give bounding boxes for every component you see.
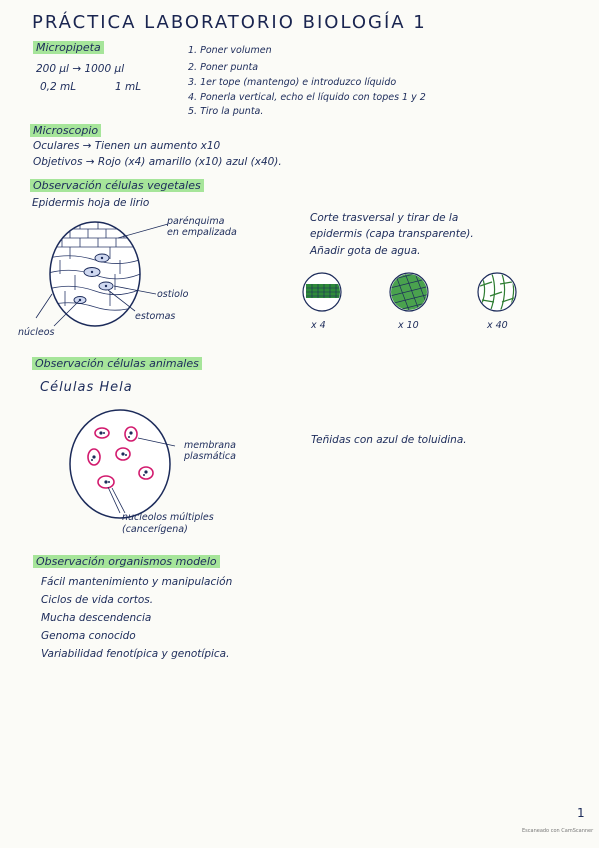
magnification-x10: x 10 — [398, 320, 419, 331]
page-title: PRÁCTICA LABORATORIO BIOLOGÍA 1 — [32, 12, 427, 33]
microscopio-oculares: Oculares → Tienen un aumento x10 — [33, 140, 221, 152]
vegetales-note: Añadir gota de agua. — [310, 245, 421, 257]
page-number: 1 — [577, 806, 585, 820]
label-membrana: membrana plasmática — [184, 440, 236, 462]
organismos-heading: Observación organismos modelo — [33, 555, 220, 568]
hela-cells-diagram — [65, 408, 185, 528]
label-estomas: estomas — [135, 311, 176, 322]
label-parenquima: parénquima en empalizada — [167, 216, 237, 238]
micropipeta-heading: Micropipeta — [33, 41, 104, 54]
micropipeta-step: 2. Poner punta — [188, 62, 259, 73]
magnification-x4: x 4 — [311, 320, 326, 331]
vegetales-subtitle: Epidermis hoja de lirio — [32, 197, 150, 209]
vegetales-note: epidermis (capa transparente). — [310, 228, 474, 240]
micropipeta-step: 5. Tiro la punta. — [188, 106, 264, 117]
vegetales-heading: Observación células vegetales — [30, 179, 204, 192]
organismos-item: Ciclos de vida cortos. — [41, 594, 154, 606]
organismos-item: Fácil mantenimiento y manipulación — [41, 576, 233, 588]
animales-subtitle: Células Hela — [40, 380, 133, 395]
magnification-x40: x 40 — [487, 320, 508, 331]
scanner-watermark: Escaneado con CamScanner — [522, 828, 594, 834]
microscopio-objetivos: Objetivos → Rojo (x4) amarillo (x10) azul (x40). — [33, 156, 282, 168]
organismos-item: Variabilidad fenotípica y genotípica. — [41, 648, 230, 660]
organismos-item: Genoma conocido — [41, 630, 136, 642]
micropipeta-step: 3. 1er tope (mantengo) e introduzco líquido — [188, 77, 397, 88]
micropipeta-range-ml-left: 0,2 mL — [40, 81, 77, 93]
label-ostiolo: ostiolo — [157, 289, 189, 300]
animales-note: Teñidas con azul de toluidina. — [311, 434, 467, 446]
vegetales-note: Corte trasversal y tirar de la — [310, 212, 459, 224]
label-nucleos: núcleos — [18, 327, 55, 338]
micropipeta-range-ml-right: 1 mL — [115, 81, 142, 93]
label-nucleolos: nucleolos múltiples (cancerígena) — [122, 512, 214, 535]
micropipeta-step: 1. Poner volumen — [188, 45, 272, 56]
microscopio-heading: Microscopio — [30, 124, 101, 137]
organismos-item: Mucha descendencia — [41, 612, 152, 624]
animales-heading: Observación células animales — [32, 357, 202, 370]
micropipeta-range-ul: 200 µl → 1000 µl — [36, 63, 125, 75]
micropipeta-step: 4. Ponerla vertical, echo el líquido con topes 1 y 2 — [188, 92, 426, 103]
